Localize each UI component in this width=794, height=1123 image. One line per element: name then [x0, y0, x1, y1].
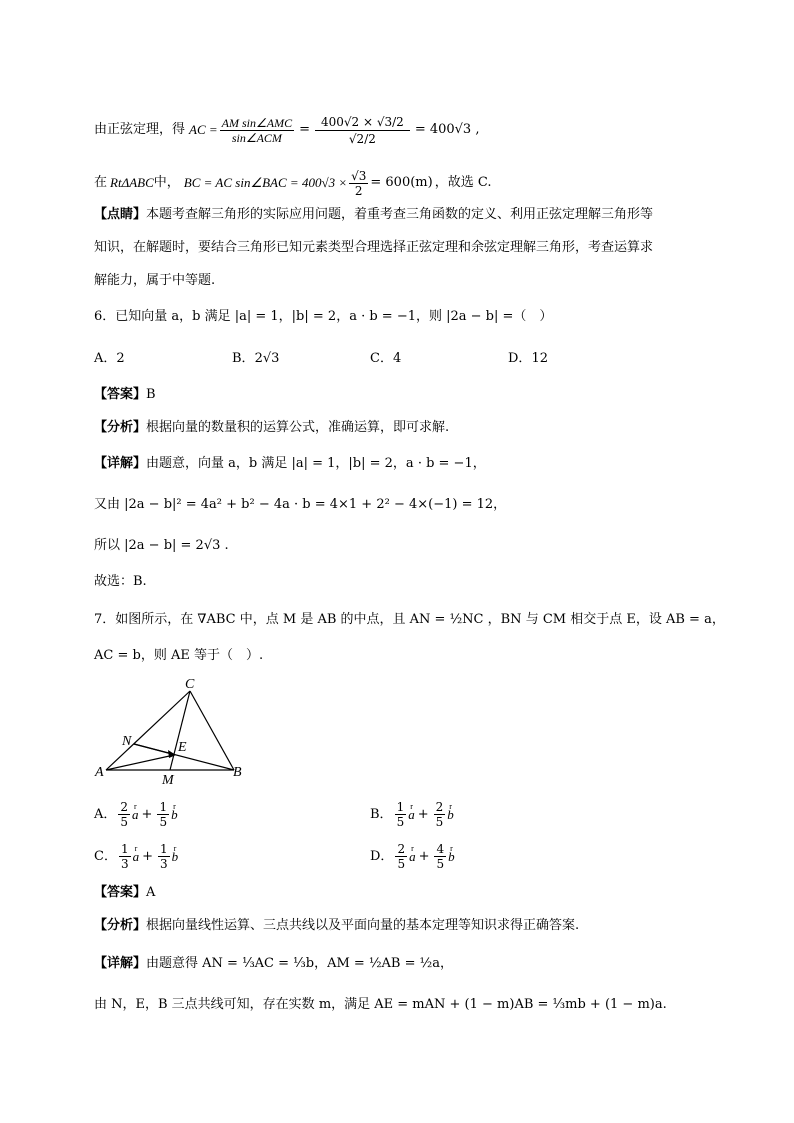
q7-answer-value: A	[146, 885, 156, 900]
q6-option-d-label: D．	[508, 351, 532, 366]
q6-analysis-tag: 【分析】	[94, 420, 147, 435]
rt-frac	[349, 169, 368, 198]
q7-stem1: 7．如图所示，在 ∇ABC 中，点 M 是 AB 的中点，且 AN = ½NC ，BN 与 CM 相交于点 E，设 AB = a，	[94, 612, 725, 627]
q6-detail2: 又由 |2a − b|² = 4a² + b² − 4a · b = 4×1 + 2² − 4×(−1) = 12，	[94, 497, 507, 512]
q7-answer	[94, 884, 155, 902]
q7-a-n1: 2	[120, 800, 129, 814]
q7-stem2: AC = b，则 AE 等于（ ）.	[94, 648, 264, 663]
sine-rule-line: 由正弦定理，得 AC = $\frac{\text{AM sin∠AMC}}{\text{sin∠ACM}}$ = $\frac{400√2 \times √3/2}{√2/2}$ = 400√3 ,	[94, 114, 480, 146]
label-n: N	[122, 734, 132, 749]
q6-answer-tag: 【答案】	[94, 387, 147, 402]
q7-option-c-label: C．	[94, 848, 117, 864]
q7-a-d2: 5	[159, 815, 168, 829]
comment5-line3: 解能力，属于中等题.	[94, 273, 216, 288]
right-triangle-line	[94, 166, 491, 200]
q7-a-v2: r b	[171, 806, 178, 824]
side-bc	[190, 691, 234, 770]
frac1-numerator: AM sin∠AMC	[221, 115, 293, 130]
q7-c-n1: 1	[120, 842, 129, 856]
q7-d-d2: 5	[436, 857, 445, 871]
sine-rule-result: = 400√3 ,	[414, 122, 480, 137]
q7-option-a-label: A．	[94, 806, 117, 822]
q7-b-d2: 5	[435, 815, 444, 829]
q7-analysis-tag: 【分析】	[94, 918, 147, 933]
comment5-text1: 本题考查解三角形的实际应用问题，着重考查三角函数的定义、利用正弦定理解三角形等	[146, 207, 654, 222]
q6-option-c-text: 4	[392, 351, 402, 366]
q7-option-c: C． $\frac{1}{3}$ r a + $\frac{1}{3}$ r b	[94, 842, 178, 871]
q7-b-d1: 5	[396, 815, 405, 829]
sine-rule-lhs: AC =	[189, 122, 218, 137]
q7-b-v2: r b	[447, 806, 454, 824]
label-b: B	[233, 765, 242, 780]
q6-option-b	[232, 350, 279, 368]
q6-detail1-text: 由题意，向量 a，b 满足 |a| = 1，|b| = 2，a · b = −1，	[146, 456, 486, 471]
rt-frac-den: 2	[354, 183, 363, 198]
q6-option-a-text: 2	[116, 351, 125, 366]
rt-expr: BC = AC sin∠BAC = 400√3 ×	[183, 175, 348, 190]
frac2-denominator: √2/2	[348, 131, 376, 146]
q7-a-n2: 1	[159, 800, 168, 814]
q7-c-v2: r b	[172, 848, 179, 866]
q6-answer-value: B	[146, 387, 156, 402]
q7-b-n1: 1	[396, 800, 405, 814]
q6-option-a	[94, 350, 125, 368]
vector-ne	[134, 744, 172, 754]
rt-suffix: ，故选 C.	[434, 175, 492, 190]
label-e: E	[178, 740, 187, 755]
q6-analysis-text: 根据向量的数量积的运算公式，准确运算，即可求解.	[146, 420, 450, 435]
q6-option-c	[370, 350, 401, 368]
comment5-line1	[94, 206, 653, 224]
q6-answer	[94, 386, 156, 404]
q6-option-b-label: B．	[232, 351, 255, 366]
q6-analysis	[94, 419, 449, 437]
q7-detail1	[94, 955, 453, 973]
q7-answer-tag: 【答案】	[94, 885, 147, 900]
label-m: M	[162, 773, 174, 788]
q6-detail1	[94, 455, 486, 473]
q7-d-v1: r a	[409, 848, 416, 866]
rt-mid: 中，	[153, 175, 180, 190]
side-ac	[106, 691, 190, 770]
vector-ae	[106, 755, 174, 770]
q6-option-a-label: A．	[94, 351, 117, 366]
q7-c-v1: r a	[133, 848, 140, 866]
frac2-numerator: 400√2 × √3/2	[315, 114, 410, 131]
q7-c-d1: 3	[120, 857, 129, 871]
q7-analysis-text: 根据向量线性运算、三点共线以及平面向量的基本定理等知识求得正确答案.	[146, 918, 580, 933]
q7-b-n2: 2	[435, 800, 444, 814]
rt-frac-num: √3	[351, 168, 367, 183]
q7-detail-tag: 【详解】	[94, 956, 147, 971]
q7-detail1-text: 由题意得 AN = ⅓AC = ⅓b，AM = ½AB = ½a，	[146, 956, 453, 971]
comment5-line2: 知识，在解题时，要结合三角形已知元素类型合理选择正弦定理和余弦定理解三角形，考查运算求	[94, 240, 654, 255]
q7-option-a: A． $\frac{2}{5}$ r a + $\frac{1}{5}$ r b	[94, 800, 178, 829]
q7-c-n2: 1	[160, 842, 168, 856]
q7-option-d-label: D．	[370, 848, 394, 864]
q6-option-d-text: 12	[531, 351, 548, 366]
sine-rule-prefix: 由正弦定理，得	[94, 122, 186, 137]
label-a: A	[95, 765, 104, 780]
frac1-denominator: sin∠ACM	[231, 130, 282, 145]
sine-rule-frac2	[315, 114, 410, 147]
q6-detail-tag: 【详解】	[94, 456, 147, 471]
q7-option-b: B． $\frac{1}{5}$ r a + $\frac{2}{5}$ r b	[370, 800, 454, 829]
q7-a-d1: 5	[120, 815, 129, 829]
q6-option-b-text: 2√3	[254, 351, 280, 366]
q7-option-b-label: B．	[370, 806, 393, 822]
q7-detail2: 由 N，E，B 三点共线可知，存在实数 m，满足 AE = mAN + (1 − m)AB = ⅓mb + (1 − m)a.	[94, 997, 667, 1012]
q6-choose: 故选：B.	[94, 574, 147, 589]
q7-a-v1: r a	[132, 806, 139, 824]
q6-detail3: 所以 |2a − b| = 2√3 .	[94, 538, 229, 553]
rt-result: = 600(m)	[370, 175, 433, 190]
q6-option-c-label: C．	[370, 351, 393, 366]
q7-option-d: D． $\frac{2}{5}$ r a + $\frac{4}{5}$ r b	[370, 842, 455, 871]
q7-c-d2: 3	[160, 857, 168, 871]
q6-stem: 6．已知向量 a，b 满足 |a| = 1，|b| = 2，a · b = −1，则 |2a − b| =（ ）	[94, 309, 553, 324]
q7-analysis	[94, 917, 579, 935]
q7-d-v2: r b	[448, 848, 455, 866]
sine-rule-frac1	[220, 116, 294, 145]
q7-b-v1: r a	[408, 806, 415, 824]
q6-option-d	[508, 350, 548, 368]
label-c: C	[185, 677, 195, 692]
triangle-figure	[90, 675, 260, 790]
rt-prefix: 在	[94, 175, 108, 190]
q7-d-n2: 4	[436, 842, 445, 856]
q7-d-n1: 2	[397, 842, 406, 856]
comment5-tag: 【点睛】	[94, 207, 147, 222]
q7-d-d1: 5	[397, 857, 406, 871]
rt-triangle: RtΔABC	[110, 175, 154, 190]
